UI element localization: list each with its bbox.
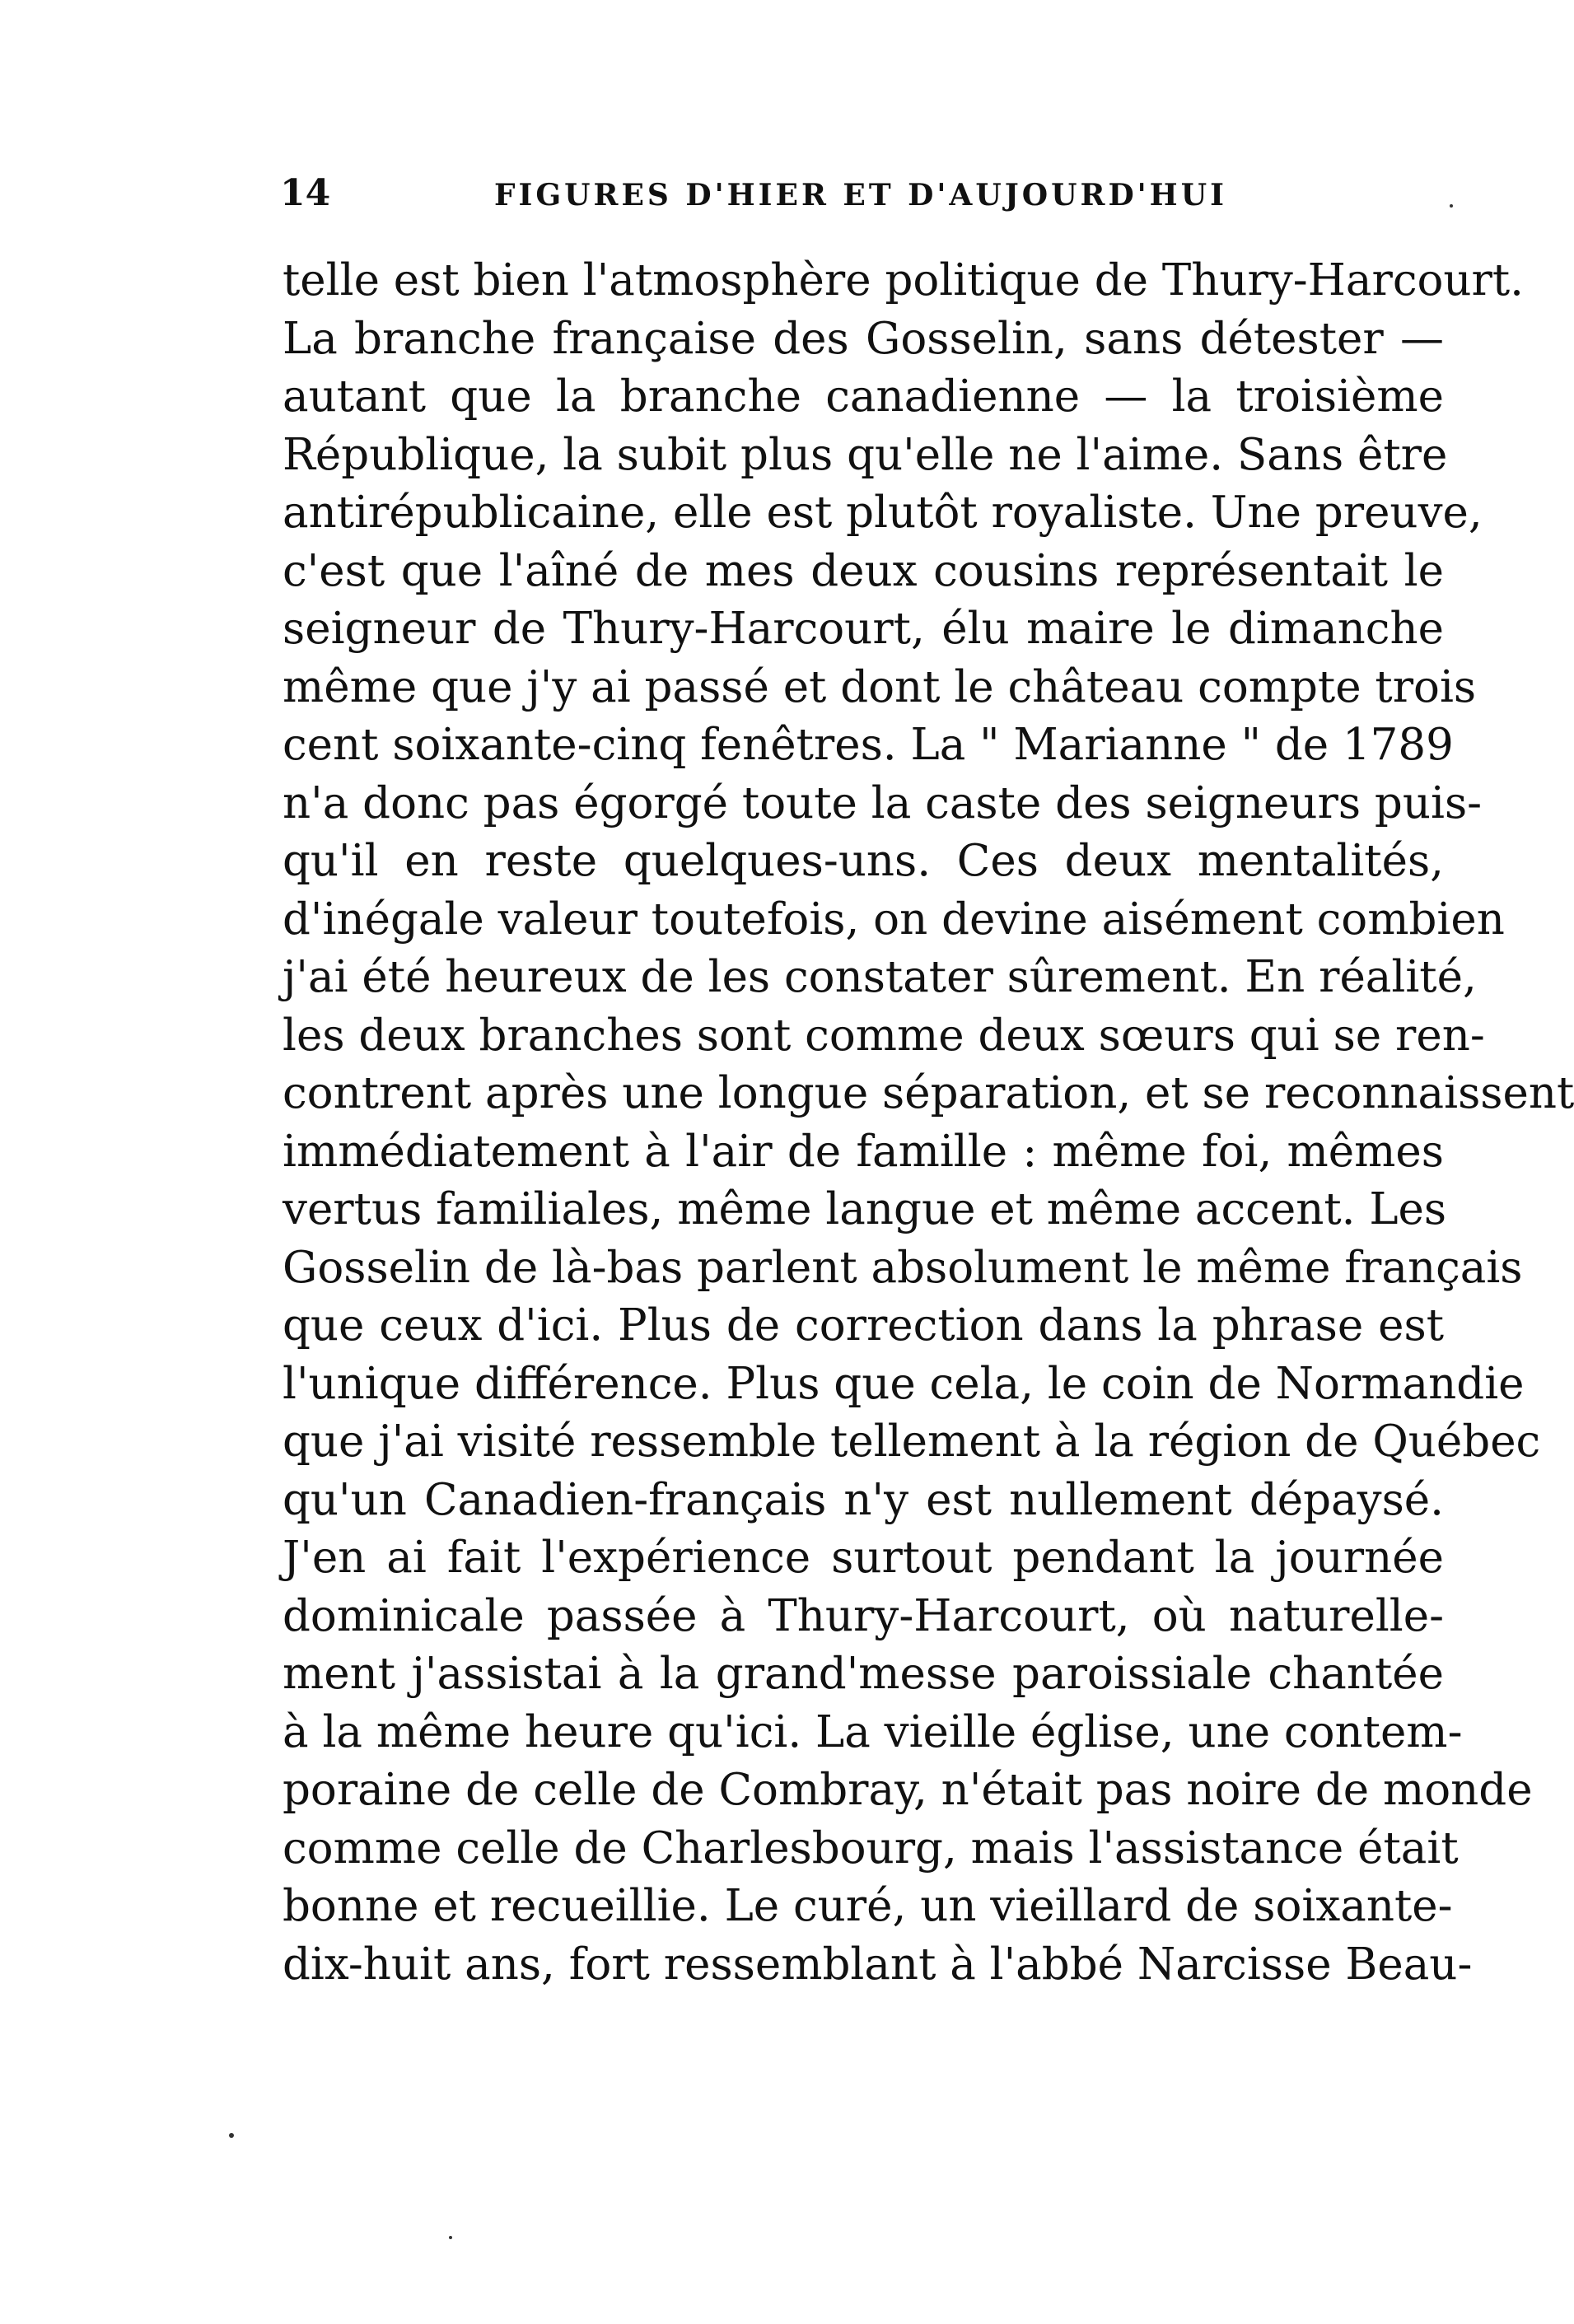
text-line: seigneur de Thury-Harcourt, élu maire le dimanche bbox=[283, 604, 1444, 654]
running-title: FIGURES D'HIER ET D'AUJOURD'HUI bbox=[494, 178, 1227, 212]
text-line: autant que la branche canadienne — la troisième bbox=[283, 371, 1444, 422]
scan-speck bbox=[229, 2133, 234, 2138]
text-line: J'en ai fait l'expérience surtout pendant la journée bbox=[283, 1533, 1444, 1583]
text-line: qu'un Canadien-français n'y est nullement dépaysé. bbox=[283, 1474, 1444, 1525]
text-line: vertus familiales, même langue et même accent. Les bbox=[283, 1184, 1447, 1234]
text-line: ment j'assistai à la grand'messe paroissiale chantée bbox=[283, 1649, 1444, 1699]
text-line: comme celle de Charlesbourg, mais l'assistance était bbox=[283, 1822, 1459, 1874]
text-line: les deux branches sont comme deux sœurs qui se ren- bbox=[283, 1010, 1485, 1061]
text-line: c'est que l'aîné de mes deux cousins représentait le bbox=[283, 545, 1444, 596]
text-line: dix-huit ans, fort ressemblant à l'abbé Narcisse Beau- bbox=[283, 1939, 1473, 1990]
text-line: République, la subit plus qu'elle ne l'aime. Sans être bbox=[283, 429, 1448, 480]
text-line: Gosselin de là-bas parlent absolument le même français bbox=[283, 1242, 1523, 1293]
text-line: La branche française des Gosselin, sans détester — bbox=[283, 313, 1444, 364]
text-line: telle est bien l'atmosphère politique de Thury-Harcourt. bbox=[283, 255, 1525, 306]
page-number: 14 bbox=[280, 172, 331, 214]
scan-speck bbox=[1450, 204, 1453, 208]
text-line: poraine de celle de Combray, n'était pas noire de monde bbox=[283, 1765, 1533, 1815]
body-text bbox=[283, 252, 1574, 1994]
text-line: antirépublicaine, elle est plutôt royaliste. Une preuve, bbox=[283, 488, 1483, 538]
text-line: j'ai été heureux de les constater sûrement. En réalité, bbox=[283, 952, 1477, 1002]
text-line: que ceux d'ici. Plus de correction dans la phrase est bbox=[283, 1300, 1444, 1351]
text-line: l'unique différence. Plus que cela, le coin de Normandie bbox=[283, 1358, 1525, 1409]
text-line: même que j'y ai passé et dont le château compte trois bbox=[283, 661, 1477, 712]
text-line: à la même heure qu'ici. La vieille église, une contem- bbox=[283, 1706, 1463, 1757]
text-line: d'inégale valeur toutefois, on devine aisément combien bbox=[283, 894, 1505, 945]
text-line: cent soixante-cinq fenêtres. La " Marianne " de 1789 bbox=[283, 720, 1454, 770]
text-line: immédiatement à l'air de famille : même foi, mêmes bbox=[283, 1126, 1444, 1177]
text-line: contrent après une longue séparation, et se reconnaissent bbox=[283, 1068, 1574, 1118]
text-line: n'a donc pas égorgé toute la caste des seigneurs puis- bbox=[283, 777, 1483, 828]
page-header bbox=[280, 169, 1433, 218]
text-line: dominicale passée à Thury-Harcourt, où naturelle- bbox=[283, 1590, 1444, 1641]
text-line: qu'il en reste quelques-uns. Ces deux mentalités, bbox=[283, 836, 1444, 886]
scan-speck bbox=[449, 2236, 452, 2239]
text-line: que j'ai visité ressemble tellement à la région de Québec bbox=[283, 1416, 1541, 1467]
text-line: bonne et recueillie. Le curé, un vieillard de soixante- bbox=[283, 1881, 1453, 1931]
